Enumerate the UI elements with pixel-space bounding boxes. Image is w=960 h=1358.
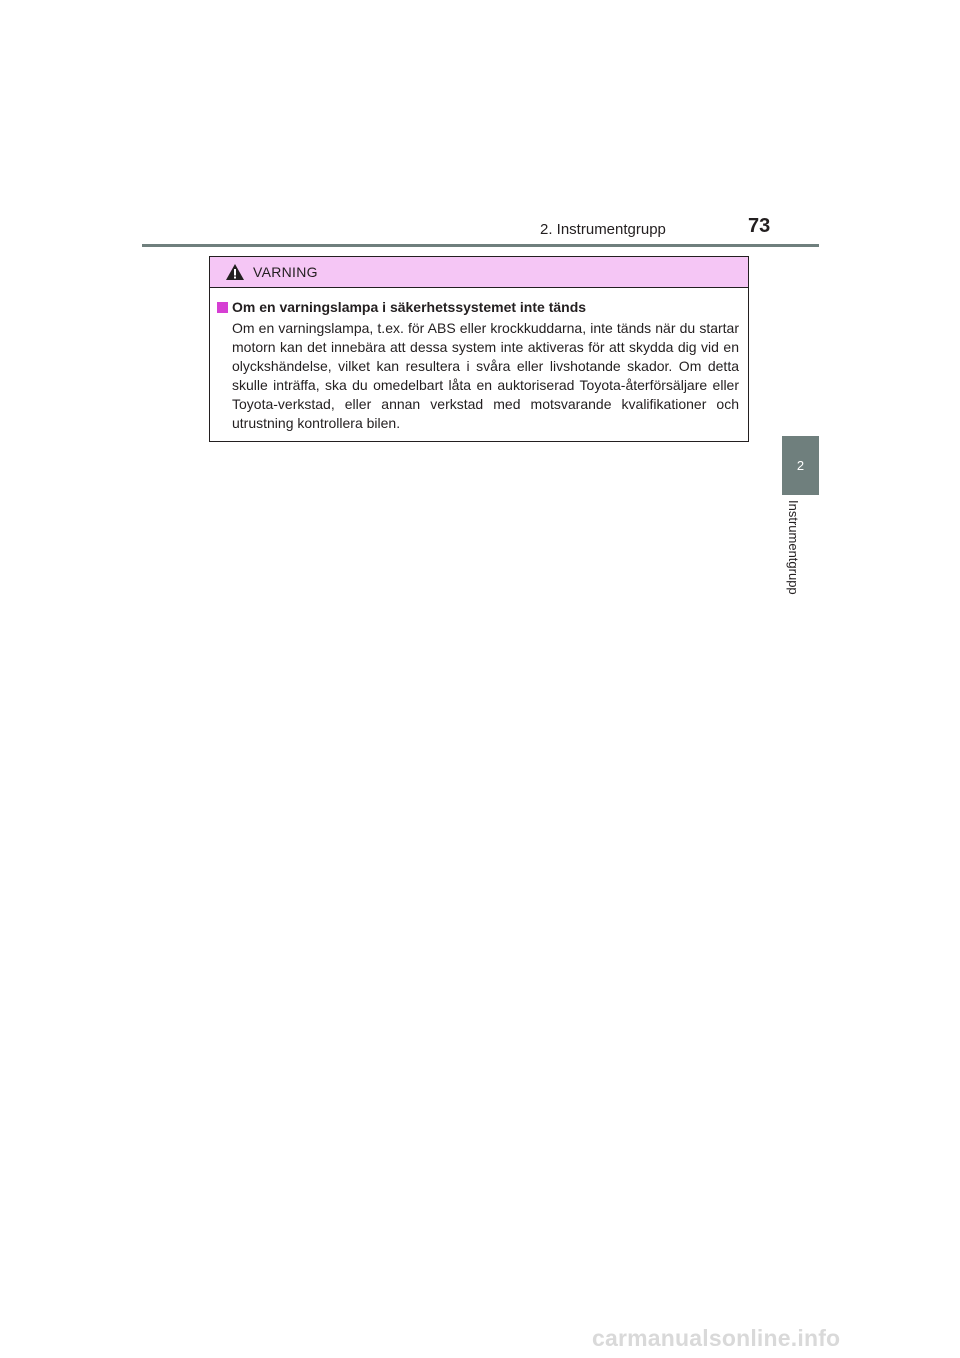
warning-item-heading-text: Om en varningslampa i säkerhetssystemet inte tänds <box>232 299 587 315</box>
warning-title: VARNING <box>253 264 318 280</box>
header-divider <box>142 244 819 247</box>
chapter-tab <box>782 436 819 495</box>
warning-body <box>210 288 748 433</box>
warning-item-heading <box>217 299 739 315</box>
warning-header <box>210 257 748 288</box>
bullet-square-icon <box>217 302 228 313</box>
watermark: carmanualsonline.info <box>592 1325 841 1351</box>
section-title: 2. Instrumentgrupp <box>540 221 666 238</box>
chapter-label: Instrumentgrupp <box>786 500 801 595</box>
warning-triangle-icon <box>225 263 245 281</box>
chapter-number: 2 <box>796 458 805 473</box>
page-number: 73 <box>748 215 771 237</box>
warning-item-text: Om en varningslampa, t.ex. för ABS eller krockkuddarna, inte tänds när du startar motorn kan det innebära att dessa system inte aktiveras för att skydda dig vid en olyckshändelse, vilket kan resultera i svåra eller livshotande skador. Om detta skulle inträffa, ska du omedelbart låta en auktoriserad Toyota-återförsäljare eller Toyota-verkstad, eller annan verkstad med motsvarande kvalifikationer och utrustning kontrollera bilen. <box>232 320 739 431</box>
warning-box <box>209 256 749 442</box>
